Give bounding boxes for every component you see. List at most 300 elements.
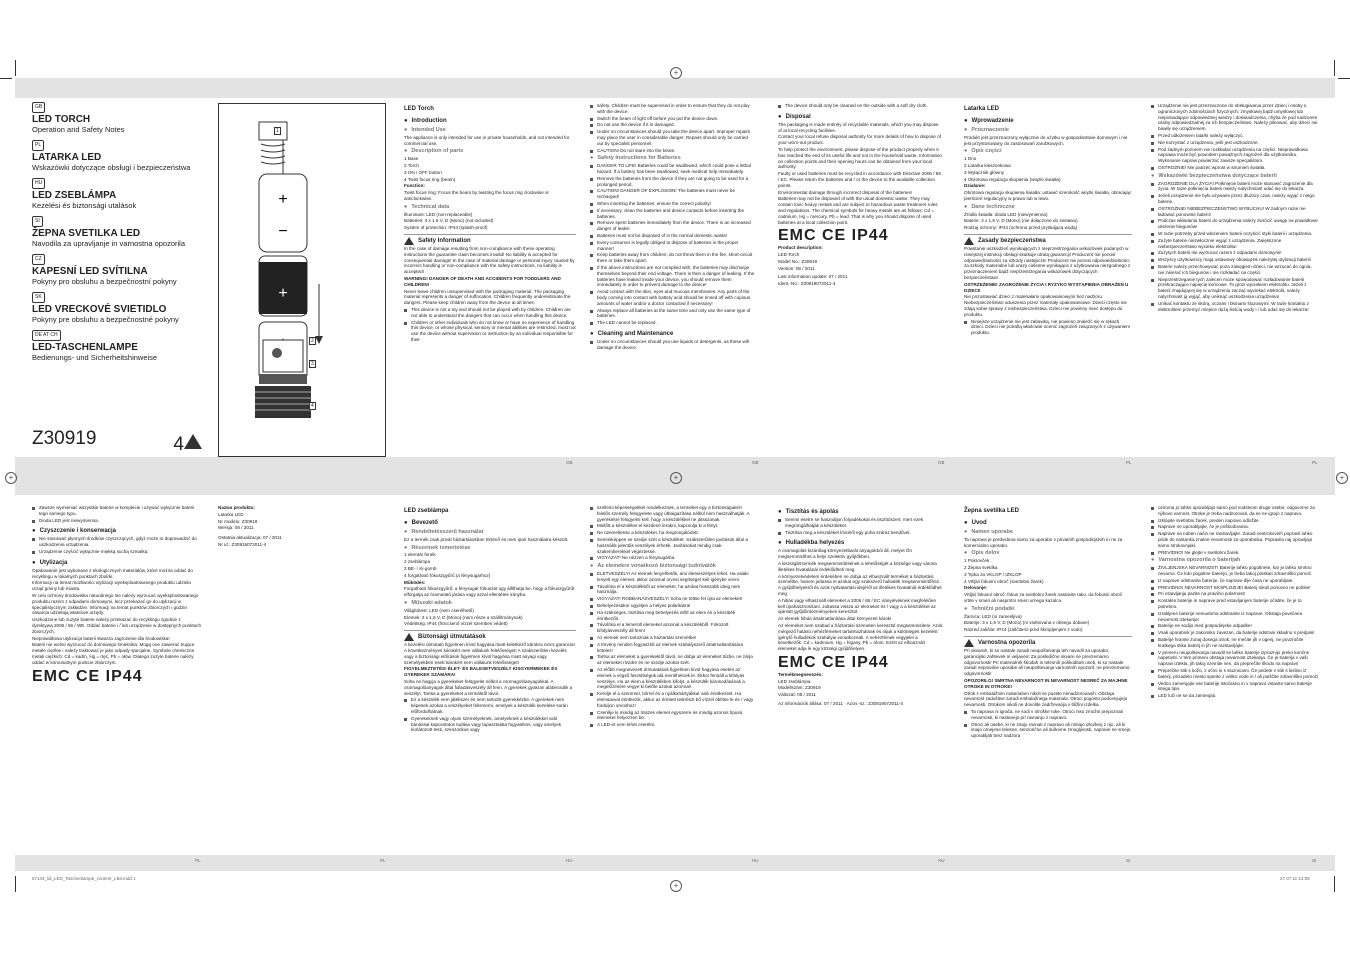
cover-title-block xyxy=(32,254,207,286)
si-teh-heading: ● Tehnični podatki xyxy=(964,607,1132,613)
part-item: 2 Žepna svetilka xyxy=(964,564,998,570)
list-item: Under no circumstances should you take the device apart. Improper repairs may place the user in considerable danger. Repairs should only be carried out by specialist personnel. xyxy=(590,129,755,146)
svg-text:−: − xyxy=(278,223,288,240)
disposal-item: Az elemek hibás ártalmatlanítása által környezeti károk! xyxy=(778,616,892,622)
disposal-item: Contact your local refuse disposal authority for more details of how to dispose of your worn-out product. xyxy=(778,134,941,146)
pl-top-column-1 xyxy=(964,102,1132,454)
list-item: Távolítsa el a készülékből az elemeket, ha azokat hosszabb ideig nem használja. xyxy=(590,584,755,596)
footer-lang: GB xyxy=(938,460,945,465)
list-item: The LED cannot be replaced. xyxy=(590,320,755,326)
list-item: ŽIVLJENJSKA NEVARNOST! Baterije lahko pogoltnete, kar je lahko smrtno nevarno. Če kdo pogoltne baterijo, je treba takoj poiskati zdravniško pomoč. xyxy=(1151,565,1319,577)
product-item: Latarka LED xyxy=(218,511,244,517)
product-item: LED Torch xyxy=(778,251,800,257)
tech-item: Baterije: 3 x 1,5 V, D (Mono) (ni vsebovana v obsegu dobave) xyxy=(964,620,1090,626)
cover-title-block xyxy=(32,178,207,210)
info-item: Nr id.: Z30919072011-4 xyxy=(218,541,267,547)
disposal-item: Az elemeket nem szabad a háztartási szemeten keresztül megsemmisíteni. Azok mérgező hatású nehézfémeket tartalmazhatnak és rájuk a különleges kezelést igénylő hulladékok szabályai vonatkoznak. A nehézfémek vegyjelei a következők: Cd = kadmium, Hg = higany, Pb = ólom. Ezért az elhasznált elemeket adja le egy községi gyűjtőhelyen. xyxy=(778,622,943,652)
hu-column-1 xyxy=(404,504,576,849)
disposal-item: A kiszolgált termék megsemmisítésének a lehetőségét a községe vagy városa illetékes hivatalánál érdeklődheti meg. xyxy=(778,560,937,572)
list-item: Remove the batteries from the device if they are not going to be used for a prolonged period. xyxy=(590,176,755,188)
footer-lang: HU xyxy=(938,858,945,863)
hu-hulladek-list xyxy=(778,548,943,652)
footer-lang: PL xyxy=(1126,460,1132,465)
pl-bullet: Niniejsze urządzenie nie jest zabawką, nie powinno znaleźć się w rękach dzieci. Dzieci nie potrafią właściwie ocenić zagrożeń związanych z używaniem produktu. xyxy=(964,319,1132,336)
list-item: Zawsze wymieniać wszystkie baterie w komplecie i używać wyłącznie baterii tego samego typu. xyxy=(32,505,202,517)
cover-title-block xyxy=(32,292,207,324)
list-item: Keep batteries away from children; do not throw them in the fire, short-circuit them or take them apart. xyxy=(590,252,755,264)
si-title: Žepna svetilka LED xyxy=(964,508,1020,514)
footer-lang: GB xyxy=(752,460,759,465)
hu-battery-heading: ● Az elemekre vonatkozó biztonsági tudnivalók xyxy=(590,564,755,570)
crop-mark xyxy=(15,876,16,892)
part-item: 3 ON / OFF button xyxy=(404,169,442,175)
hu-tisztitas-heading: ● Tisztítás és ápolás xyxy=(778,508,943,516)
cover-title-list xyxy=(32,102,207,362)
list-item: Cserélje ki mindig az összes elemet egyszerre és mindig azonos típusú elemeket helyezzen be. xyxy=(590,710,755,722)
pl-utylizacja-heading: ● Utylizacja xyxy=(32,559,202,567)
list-item: Kerülje el a szemmel, bőrrel és a nyálkahártyákkal való érintkezést. Ha elemsavval érintkezik, akkor az érintett testrészt bő vízzel öblítse le és / vagy forduljon orvoshoz! xyxy=(590,691,755,708)
registration-mark: + xyxy=(670,472,682,484)
list-item: LED luči ne se da zamenjati. xyxy=(1151,693,1319,699)
list-item: A törvény minden fogyasztót az elemek szabályszerű ártalmatlanítására kötelez! xyxy=(590,642,755,654)
list-item: OSTROŻNIE! Nie patrzeć wprost w strumień światła. xyxy=(1151,165,1319,171)
pl-przeznaczenie-heading: ● Przeznaczenie xyxy=(964,128,1132,134)
gb-product-heading: Product description: xyxy=(778,245,823,251)
language-badge: PL xyxy=(32,140,44,151)
list-item: Otroci ali osebe, ki ne znajo ravnati z napravo ali nimajo izkušenj z njo, ali ki imajo omejene telesne, senzorične ali duševne zmogljivosti, naprave ne smejo uporabljati brez nadzora xyxy=(964,722,1132,739)
list-item: Nie stosować płynnych środków czyszczących, gdyż może to doprowadzić do uszkodzenia urządzenia. xyxy=(32,536,202,548)
cover-title: LED TORCH xyxy=(32,114,91,125)
footer-lang: GB xyxy=(566,460,573,465)
info-item: Ostatnia aktualizacja: 07 / 2011 xyxy=(218,535,282,541)
si-parts-heading: ● Opis delov xyxy=(964,551,1132,557)
cover-title: LED ZSEBLÁMPA xyxy=(32,190,117,201)
cover-subtitle: Navodila za upravljanje in varnostna opozorila xyxy=(32,239,186,248)
list-item: Baterije ne sodijo med gospodinjske odpadke! xyxy=(1151,623,1319,629)
hu-parts-list xyxy=(404,552,576,578)
list-item: A LED-et nem lehet cserélni. xyxy=(590,722,755,728)
pl-dane-heading: ● Dane techniczne xyxy=(964,205,1132,211)
gb-intended-text: The appliance is only intended for use in private households, and not intended for commercial use. xyxy=(404,134,570,146)
disposal-item: Informacji na temat możliwości utylizacji wyeksploatowanego produktu udziela urząd gminy lub miasta. xyxy=(32,580,191,592)
gb-warning-title: WARNING! DANGER OF DEATH AND ACCIDENTS FOR TODDLERS AND CHILDREN! xyxy=(404,275,561,287)
cover-subtitle: Pokyny pro obsluhu a bezpečnostní pokyny xyxy=(32,277,177,286)
gb-intended-heading: ● Intended Use xyxy=(404,128,576,134)
disposal-item: A hibás vagy elhasznált elemeket a 2006 / 66 / EC irányelveknek megfelelően kell újrahasznosítani. Juttassa vissza az elemeket és / vagy a a készüléket az ajánlott gyűjtőintézményeken keresztül. xyxy=(778,597,937,615)
si-bullet-list xyxy=(964,709,1132,739)
language-badge: SK xyxy=(32,292,45,303)
tech-item: Világítótest: LED (nem cserélhető) xyxy=(404,607,474,613)
list-item: Avoid contact with the skin, eyes and mucous membranes. Any parts of the body coming into contact with battery acid should be rinsed off with copious amounts of water and/or a doctor contacted if necessary! xyxy=(590,289,755,306)
registration-mark: + xyxy=(670,67,682,79)
cover-subtitle: Wskazówki dotyczące obsługi i bezpieczeństwa xyxy=(32,163,191,172)
gb-safety-text: In the case of damage resulting from non-compliance with these operating instructions the guarantee claim becomes invalid! No liability is accepted for consequential damage! In the case of material damage or personal injury caused by incorrect handling or non-compliance with the safety instructions, no liability is accepted! xyxy=(404,245,575,275)
crop-mark xyxy=(1338,78,1350,79)
si-safety-text: Pri okvarah, ki so nastale zaradi neupoštevanja teh navodil za uporabo, garancijski zahtevek ni veljaven! Za posledične okvare ne prevzemamo odgovornosti! Pri materialnih škodah in telesnih poškodbah oseb, ki so nastale zaradi nepravilne uporabe ali neupoštevanja varnostnih opozoril, ne prevzemamo odgovornosti! xyxy=(964,647,1130,677)
tech-item: Illuminant: LED (non-replaceable) xyxy=(404,211,473,217)
si-teh-list xyxy=(964,614,1132,633)
pl-dzialanie-heading: Działanie: xyxy=(964,183,986,189)
product-item: Nr modelu: Z30919 xyxy=(218,518,258,524)
crop-mark xyxy=(0,78,12,79)
si-delovanje-heading: Delovanje: xyxy=(964,585,988,591)
list-item: Izrabljene baterije nemudoma odstranite iz naprave. Obstaja povečana nevarnost iztekanja! xyxy=(1151,611,1319,623)
list-item: Nieprzestrzeganie tych zaleceń może spowodować rozładowanie baterii przekraczające napięcie końcowe. To grozi wyciekiem elektrolitu. Jeżeli z baterii znajdującej się w urządzeniu zacząć wyciekać elektrolit, należy natychmiast ją wyjąć, aby uniknąć uszkodzenia urządzenia! xyxy=(1151,277,1319,300)
tech-item: Žarnica: LED (ni zamenljiva) xyxy=(964,613,1022,619)
gb-disposal-heading: ● Disposal xyxy=(778,113,943,121)
cover-title-block xyxy=(32,102,207,134)
callout-3: 3 xyxy=(311,361,314,367)
list-item: safety. Children must be supervised in order to ensure that they do not play with the device. xyxy=(590,103,755,115)
gb-title: LED Torch xyxy=(404,106,434,112)
si-warning-text: Otrok z embalažnim materialom nikoli ne pustite nenadzorovanih. Obstaja nevarnost zadušitve zaradi embalažnega materiala. Otroci pogosto podcenjujejo nevarnosti. Otrokom nikoli ne dovolite zadrževanja v bližini izdelka. xyxy=(964,690,1128,708)
disposal-item: Batteries may not be disposed of with the usual domestic waste. They may contain toxic heavy metals and are subject to hazardous waste treatment rules and regulations. The chemical symbols for heavy metals are as follows: Cd = cadmium, Hg = mercury, Pb = lead. That is why you should dispose of used batteries at a local collection point. xyxy=(778,196,938,225)
warning-icon xyxy=(964,237,974,245)
disposal-item: Faulty or used batteries must be recycled in accordance with Directive 2006 / 66 / EC. Please return the batteries and / or the device to the available collection points. xyxy=(778,171,941,188)
registration-mark: + xyxy=(1336,472,1348,484)
si-safety-heading: Varnostna opozorila xyxy=(964,636,1132,647)
cover-title: LED-TASCHENLAMPE xyxy=(32,342,138,353)
list-item: Jeżeli urządzenie nie było używane przez dłuższy czas, należy wyjąć z niego baterie. xyxy=(1151,193,1319,205)
pl-emc-logo: EMC CE IP44 xyxy=(32,667,143,685)
cover-title: LATARKA LED xyxy=(32,152,102,163)
product-item: Model No.: Z30919 xyxy=(778,258,818,264)
page-number: 4 xyxy=(173,434,202,449)
top-band xyxy=(15,78,1335,98)
gb-column-2 xyxy=(590,102,755,454)
hu-rendeltetes-text: Ez a termék csak privát háztartásokban történő és nem ipari használatra készült. xyxy=(404,536,569,542)
crop-mark xyxy=(1334,876,1335,892)
hu-tisztitas-list xyxy=(778,517,943,535)
hu-mukodes-text: Forgatható fókuszgyűrű: a fénysugár fókuszát úgy állíthatja be, hogy a fókuszgyűrűt elforgatja az óramutató járása vagy azzal ellentétes irányba. xyxy=(404,586,575,598)
hu-term-heading: Termékmegnevezés: xyxy=(778,671,823,677)
product-item: Version: 08 / 2011 xyxy=(778,265,815,271)
part-item: 4 Twist focus ring (beam) xyxy=(404,176,456,182)
pl-top-column-2 xyxy=(1151,102,1319,454)
footer-lang: PL xyxy=(380,858,386,863)
footer-lang: PL xyxy=(1312,460,1318,465)
crop-mark xyxy=(15,60,16,76)
footer-lang: HU xyxy=(566,858,573,863)
cover-model-row xyxy=(32,428,202,455)
gb-intro-heading: ● Introduction xyxy=(404,117,576,125)
gb-parts-heading: ● Description of parts xyxy=(404,149,576,155)
list-item: Remove spent batteries immediately from the device. There is an increased danger of leaks! xyxy=(590,220,755,232)
pl-zasady-text: Powstanie uszkodzeń wynikających z nieprzestrzegania wskazówek podanych w niniejszej instrukcji obsługi skutkuje utratą gwarancji! Producent nie ponosi odpowiedzialności za szkody następcze! Producent nie ponosi odpowiedzialności za szkody materialne lub urazy cielesne wynikające z użytkowania niezgodnego z przeznaczeniem bądź nieprzestrzegania wskazówek dotyczących bezpieczeństwa! xyxy=(964,245,1131,280)
part-item: 4 forgatható fókuszgyűrű (a fénysugárhoz) xyxy=(404,572,491,578)
part-item: 2 Torch xyxy=(404,162,419,168)
si-col2-list xyxy=(1151,505,1319,555)
tech-item: Batteries: 3 x 1.5 V, D (Mono) (not included) xyxy=(404,218,494,224)
file-slug: 67143_lid_LED_Taschenlampe_content_LB4.indd 1 xyxy=(32,876,136,881)
gb-disposal-list xyxy=(778,122,943,226)
gb-battery-heading: ● Safety Instructions for Batteries xyxy=(590,156,755,162)
pl-aktualizacja-list xyxy=(218,535,388,548)
list-item: Baterie należy przechowywać poza zasięgiem dzieci, nie wrzucać do ognia, nie zwierać ich biegunów i nie rozkładać na części. xyxy=(1151,264,1319,276)
list-item: VIGYÁZAT! ROBBANÁSVESZÉLY! Soha ne töltse fel újra az elemeket! xyxy=(590,596,755,602)
cover-subtitle: Bedienungs- und Sicherheitshinweise xyxy=(32,353,158,362)
list-item: Semmiképpen se szedje szét a készüléket. Szakszerűtlen javítások által a használót jelentős veszélyek érhetik. Javításokat mindig csak szakemberekkel végeztesse. xyxy=(590,537,755,554)
hu-safety-heading: Biztonsági útmutatások xyxy=(404,630,576,641)
list-item: Naprave na noben način ne razstavljajte. Zaradi nestrokovnih popravil lahko pride do nastanka znatne nevarnosti za uporabnika. Popravila naj opravljajo samo strokovnjaki. xyxy=(1151,531,1319,548)
list-item: Baterije hranite zunaj dosega otrok, ne mečite jih v ogenj, ne povzročite kratkega stika baterij in jih ne razstavljajte. xyxy=(1151,637,1319,649)
pl-bottom-column-2 xyxy=(218,504,388,849)
hu-bullet-list xyxy=(404,697,576,733)
cover-title-block xyxy=(32,330,207,362)
si-battery-list xyxy=(1151,565,1319,699)
tech-item: Védettség: IP44 (fröccsenő vízzel szemben védett) xyxy=(404,621,508,627)
list-item: oziroma jo lahko uporabljajo samo pod vodstvom druge osebe, odgovorne za njihovo varnost. Otroke je treba nadzorovati, da se ne igrajo z napravo. xyxy=(1151,505,1319,517)
list-item: Unikać kontaktu ze skórą, oczami i błonami śluzowymi. W razie kontaktu z elektrolitem przemyć miejsce dużą ilością wody i / lub udać się do lekarza! xyxy=(1151,301,1319,313)
si-warning-title: OPOZORILO! SMRTNA NEVARNOST IN NEVARNOST NESREČ ZA MAJHNE OTROKE IN OTROKE! xyxy=(964,677,1128,689)
pl-cleaning-list xyxy=(32,536,202,554)
list-item: Tisztítsa meg a készüléket kívülről egy puha száraz kendővel. xyxy=(778,530,943,536)
list-item: W razie potrzeby przed włożeniem baterii oczyścić styki baterii i urządzenia. xyxy=(1151,231,1319,237)
part-item: 3 Tipka za VKLOP / IZKLOP xyxy=(964,571,1022,577)
hu-column-3 xyxy=(778,504,943,849)
list-item: Vedno zamenjajte vse baterije istočasno in v napravo vstavite samo baterije istega tipa. xyxy=(1151,681,1319,693)
list-item: Podczas wkładania baterii do urządzenia należy zwrócić uwagę na prawidłowe ułożenie biegunów! xyxy=(1151,218,1319,230)
bottom-band xyxy=(15,855,1335,871)
list-item: Ha szükséges, tisztítsa meg behelyezés előtt az elem és a készülék érintkezőit. xyxy=(590,610,755,622)
cover-subtitle: Pokyny pre obsluhu a bezpečnostné pokyny xyxy=(32,315,179,324)
language-badge: SI xyxy=(32,216,43,227)
list-item: Dioda LED jest niewymienna. xyxy=(32,518,202,524)
list-item: Nie korzystać z urządzenia, jeśli jest uszkodzone. xyxy=(1151,140,1319,146)
list-item: Az elemek nem tartoznak a háztartási szemétbe! xyxy=(590,635,755,641)
gb-safety-heading: Safety Information xyxy=(404,234,576,245)
part-item: 4 Obrotowa regulacja skupienia (wiązki światła) xyxy=(964,176,1061,182)
pl-nazwa-list xyxy=(218,512,388,531)
gb-cleaning-heading: ● Cleaning and Maintenance xyxy=(590,330,755,338)
list-item: CAUTION! Do not stare into the beam. xyxy=(590,148,755,154)
gb-tech-heading: ● Technical data xyxy=(404,205,576,211)
hu-rendeltetes-heading: ● Rendeltetésszerű használat xyxy=(404,530,576,536)
disposal-item: Opakowanie jest wykonane z ekologicznych materiałów, które można oddać do recyklingu w lokalnych punktach zbiórki. xyxy=(32,567,193,579)
list-item: CAUTION! DANGER OF EXPLOSION! The batteries must never be recharged! xyxy=(590,188,755,200)
gb-tech-list xyxy=(404,212,576,231)
si-intro-heading: ● Uvod xyxy=(964,519,1132,527)
cover-title-block xyxy=(32,216,207,248)
list-item: When inserting the batteries, ensure the correct polarity! xyxy=(590,201,755,207)
list-item: Children or other individuals who do not know or have no experience of handling this device, or whose physical, sensory or mental abilities are restricted, must not use the device without supervision or instruction by an individual responsible for their xyxy=(404,320,576,343)
gb-bullet-list xyxy=(404,307,576,343)
list-item: szellemi képességekkel rendelkeznek, a terméket egy a biztonságukért felelős személy felügyelete vagy útbaigazítása nélkül nem használhatják. A gyerekekre felügyelni kell, hogy a készülékkel ne játsszanak. xyxy=(590,505,755,522)
part-item: 1 Dno xyxy=(964,156,977,162)
hu-mukodes-heading: Működés: xyxy=(404,579,426,585)
model-number: Z30919 xyxy=(32,428,97,449)
pl-bottom-column-1 xyxy=(32,504,202,849)
tech-item: Źródło światła: dioda LED (niewymienna) xyxy=(964,211,1048,217)
part-item: 2 zseblámpa xyxy=(404,559,431,565)
list-item: If necessary, clean the batteries and device contacts before inserting the batteries. xyxy=(590,208,755,220)
list-item: Zużyte baterie niezwłocznie wyjąć z urządzenia. Zwiększone niebezpieczeństwo wycieku elektrolitu! xyxy=(1151,238,1319,250)
hu-hulladek-heading: ● Hulladékba helyezés xyxy=(778,539,943,547)
callout-2: 2 xyxy=(311,338,314,344)
list-item: Pri vstavljanju pazite na pravilno polarnost! xyxy=(1151,591,1319,597)
cover-title: KAPESNÍ LED SVÍTILNA xyxy=(32,266,148,277)
list-item: Preprečite stik s kožo, z očmi in s sluznicami. Če pridete v stik s kislino iz baterij, prizadeto mesto sperite z veliko vode in / ali poiščite zdravniško pomoč! xyxy=(1151,668,1319,680)
hu-emc-logo: EMC CE IP44 xyxy=(778,653,889,671)
gb-cleaning-text-2: The device should only be cleaned on the outside with a soft dry cloth. xyxy=(778,103,943,109)
pl-zasady-heading: Zasady bezpieczeństwa xyxy=(964,234,1132,245)
gb-function-heading: Function: xyxy=(404,183,425,189)
pl-intro-heading: ● Wprowadzenie xyxy=(964,117,1132,125)
info-item: Ident.-No.: Z30919072011-4 xyxy=(778,281,836,287)
gb-parts-list xyxy=(404,156,576,182)
hu-column-2 xyxy=(590,504,755,849)
pl-continued-list xyxy=(32,505,202,523)
pl-warning-title: OSTRZEŻENIE! ZAGROŻENIE ŻYCIA I RYZYKO WYSTĄPIENIA OBRAŻEŃ U DZIECI! xyxy=(964,281,1129,293)
si-battery-heading: ● Varnostna opozorila o baterijah xyxy=(1151,558,1319,564)
disposal-item: A környezetvédelem érdekében ne dobja az elhasznált terméket a háztartási szemétbe, hanem juttassa el azokat egy szakszerű hulladék megsemmisítőhöz. A gyűjtőhelyekről és azok nyitvatartási idejéről az illetékes hivatalnál érdeklődhet meg. xyxy=(778,573,942,596)
hu-safety-text: A kezelési útmutató figyelmen kívül hagyása miatt keletkező károkra nincs garancia! A következményes károkért nem vállalunk felelősséget! A szakszerűtlen kezelés vagy a biztonsági előírások figyelmen kívül hagyása miatt anyagi vagy személyekben esett károkért nem vállalunk felelősséget! xyxy=(404,642,575,665)
product-item: Wersja: 08 / 2011 xyxy=(218,525,254,531)
pl-utylizacja-list xyxy=(32,568,202,666)
list-item: If the above instructions are not complied with, the batteries may discharge themselves beyond their end voltage. There is then a danger of leaking. If the batteries have leaked inside your device, you should remove them immediately in order to prevent damage to the device! xyxy=(590,265,755,288)
disposal-item: Baterii nie wolno wyrzucać do domowego śmietnika. Mogą one zawierać trujące metale ciężkie i należy traktować je jako odpady specjalne. Symbole chemiczne metali ciężkich: Cd = kadm, Hg = rtęć, Pb = ołów. Dlatego zużyte baterie należy oddać w komunalnym punkcie zbiorczym. xyxy=(32,642,195,665)
part-item: 2 Latarka kieszonkowa xyxy=(964,162,1011,168)
list-item: Mielőtt a készüléket el kezdené lerakni, kapcsolja ki a fényt. xyxy=(590,523,755,529)
disposal-item: Environmental damage through incorrect disposal of the batteries! xyxy=(778,189,913,195)
gb-emc-logo: EMC CE IP44 xyxy=(778,227,889,245)
tech-item: System of protection: IP44 (splash-proof) xyxy=(404,225,488,231)
warning-icon xyxy=(404,633,414,641)
hu-adat-list xyxy=(404,608,576,627)
list-item: Tartsa az elemeket a gyerekektől távol, ne dobja az elemeket tűzbe, ne zárja az elemeket rövidre és ne szedje azokat szét. xyxy=(590,654,755,666)
disposal-item: To help protect the environment, please dispose of the product properly when it has reached the end of its useful life and not in the household waste. Information on collection points and their opening hours can be obtained from your local authority. xyxy=(778,146,942,170)
list-item: OSTROŻNIE! NIEBEZPIECZEŃSTWO WYBUCHU! W żadnym razie nie ładować ponownie baterii! xyxy=(1151,206,1319,218)
list-item: Wszyscy użytkownicy mają ustawowy obowiązek należytej utylizacji baterii! xyxy=(1151,257,1319,263)
pl-title: Latarka LED xyxy=(964,106,1000,112)
part-item: 1 elemtár fenék xyxy=(404,552,436,558)
gb-product-list xyxy=(778,252,943,271)
pl-battery-heading: ● Wskazówki bezpieczeństwa dotyczące baterii xyxy=(1151,174,1319,180)
si-namen-heading: ● Namen uporabe xyxy=(964,530,1132,536)
language-badge: GB xyxy=(32,102,45,113)
list-item: VIGYÁZAT! Ne nézzen a fénysugárba. xyxy=(590,555,755,561)
product-item: Változat: 08 / 2011 xyxy=(778,692,816,698)
tech-item: Elemek: 3 x 1,5 V, D (Mono) (nem része a szállítmánynak) xyxy=(404,614,523,620)
cover-column xyxy=(32,102,207,457)
list-item: V primeru neupoštevanja navodil se lahko baterije izpraznijo preko končne napetosti. V tem primeru obstaja nevarnost iztekanja. Če je baterija v vaši napravi iztekla, jih takoj vzemite ven, da preprečite škodo na napravi! xyxy=(1151,650,1319,667)
svg-text:+: + xyxy=(278,191,288,208)
warning-icon xyxy=(964,639,974,647)
pl-dzialanie-text: Obrotowa regulacja skupienia światła: ustawić szerokość wiązki światła, obracając pierścień regulacyjny w prawo lub w lewo. xyxy=(964,190,1132,201)
hu-warning-title: FIGYELMEZTETÉS! ÉLET- ÉS BALESETVESZÉLY KISGYERMEKEK ÉS GYEREKEK SZÁMÁRA! xyxy=(404,666,558,678)
hu-battery-list xyxy=(590,571,755,728)
part-item: 3 Wyłącznik główny xyxy=(964,169,1005,175)
list-item: Ta naprava ni igrača, ne sodi v otroške roke. Otroci niso zmožni prepoznati nevarnosti, ki nastanejo pri ravnanju z napravo. xyxy=(964,709,1132,721)
disposal-item: The packaging is made entirely of recyclable materials, which you may dispose of at local recycling facilities. xyxy=(778,121,939,133)
pl-col2-list xyxy=(1151,103,1319,171)
list-item: PREVIDNO! Ne glejte v svetlobni žarek. xyxy=(1151,550,1319,556)
pl-warning-text: Nie pozostawiać dzieci z materiałami opakowaniowymi bez nadzoru. Niebezpieczeństwo uduszenia przez materiały opakowaniowe. Dzieci często nie zdają sobie sprawy z niebezpieczeństwa. Dzieci nie powinny mieć dostępu do produktu. xyxy=(964,294,1127,317)
list-item: Pod żadnym pozorem nie rozkładać urządzenia na części. Nieprawidłowa naprawa może być powodem poważnych zagrożeń dla użytkownika. Wykonanie napraw powierzać zawsze specjalistom. xyxy=(1151,147,1319,164)
svg-text:+: + xyxy=(278,285,288,302)
list-item: Semmi esetre se használjon folyadékokat és tisztítószert, mert ezek megrongálhatják a készüléket. xyxy=(778,517,943,529)
pl-parts-list xyxy=(964,156,1132,182)
disposal-item: A csomagolás kizárólag környezetbarát anyagokból áll, melyet Ön megsemmisíthet a helyi szelektív gyűjtőkben. xyxy=(778,548,913,560)
footer-lang: SI xyxy=(1312,858,1317,863)
print-date: 27.07.11 14:08 xyxy=(1280,876,1310,881)
list-item: Távolítsa el a lemerült elemeket azonnal a készülékből. Fokozott kifolyásveszély áll fenn! xyxy=(590,622,755,634)
product-item: Modellszám: Z30919 xyxy=(778,685,821,691)
tech-item: Baterie: 3 x 1,5 V, D (Mono) (nie dołączone do zestawu) xyxy=(964,218,1078,224)
torch-figure xyxy=(218,103,386,457)
info-item: Last information update: 07 / 2011 xyxy=(778,274,848,280)
si-parts-list xyxy=(964,558,1132,584)
hu-parts-heading: ● Részeinek ismertetése xyxy=(404,546,576,552)
gb-col2-list xyxy=(590,103,755,153)
gb-function-text: Twist focus ring: Focus the beam by twisting the focus ring clockwise or anticlockwise. xyxy=(404,190,550,201)
language-badge: HU xyxy=(32,178,45,189)
disposal-item: W celu ochrony środowiska naturalnego nie należy wyrzucać wyeksploatowanego produktu razem z odpadami domowymi, lecz przekazać go do utylizacji w specjalistycznym zakładzie. Informacji na temat punktów zbiorczych i godzin otwarcia udzielają właściwe urzędy. xyxy=(32,592,199,616)
crop-mark xyxy=(1334,60,1335,76)
list-item: Do not use the device if it is damaged. xyxy=(590,122,755,128)
part-item: 1 Base xyxy=(404,156,419,162)
gb-cleaning-text: Under no circumstances should you use liquids or detergents, as these will damage the device. xyxy=(590,339,755,351)
part-item: 1 Pokrovček xyxy=(964,558,990,564)
cover-title: ŽEPNA SVETILKA LED xyxy=(32,228,141,239)
list-item: Iz naprave odstranite baterije, če naprave dlje časa ne uporabljate. xyxy=(1151,578,1319,584)
list-item: Przed odłożeniem latarki należy wyłączyć. xyxy=(1151,133,1319,139)
hu-adat-heading: ● Műszaki adatok xyxy=(404,601,576,607)
list-item: Vsak uporabnik je zakonsko zavezan, da baterije odstrani skladno s predpisi! xyxy=(1151,630,1319,636)
callout-4: 4 xyxy=(311,403,314,409)
list-item: Izklopite svetlobni žarek, preden napravo odložite. xyxy=(1151,518,1319,524)
pl-dane-list xyxy=(964,212,1132,231)
si-column-1 xyxy=(964,504,1132,849)
language-badge: DE AT CH xyxy=(32,330,61,341)
list-item: PREVIDNO! NEVARNOST EKSPLOZIJE! Baterij nikoli ponovno ne polnite! xyxy=(1151,585,1319,591)
disposal-item: Uszkodzone lub zużyte baterie należy przekazać do recyklingu zgodnie z dyrektywą 2006 / 66 / WE. Oddać baterie i / lub urządzenie w dostępnych punktach zbiorczych. xyxy=(32,617,202,634)
hu-allas: Az információk állása: 07 / 2011 · Azon.-sz.: Z30919072011-4 xyxy=(778,700,903,706)
product-item: LED zseblámpa xyxy=(778,678,811,684)
cover-title-block xyxy=(32,140,207,172)
list-item: Gyerekeknek vagy olyan személyeknek, amelyeknek a készülékkel való bánással kapcsolatos tudása vagy tapasztalata fogyatékos, vagy amelyek korlátozott testi, szenzorikus vagy xyxy=(404,716,576,733)
tech-item: Razred zaščite: IP44 (zaščiteno pred škropljenjem z vodo) xyxy=(964,627,1083,633)
list-item: This device is not a toy and should not be played with by children. Children are not able to understand the dangers that can occur when handling this device. xyxy=(404,307,576,319)
cover-title: LED VRECKOVÉ SVIETIDLO xyxy=(32,304,167,315)
gb-column-3 xyxy=(778,102,943,454)
pl-parts-heading: ● Opis części xyxy=(964,149,1132,155)
list-item: Zużytych baterii nie wyrzucać razem z odpadami domowymi! xyxy=(1151,250,1319,256)
disposal-item: Nieprawidłowa utylizacja baterii stwarza zagrożenie dla środowiska! xyxy=(32,635,170,641)
list-item: Behelyezésükor ügyeljen a helyes polaritásra! xyxy=(590,603,755,609)
pl-przeznaczenie-text: Produkt jest przeznaczony wyłącznie do użytku w gospodarstwie domowym i nie jest przystosowany do zastosowań zarobkowych. xyxy=(964,134,1128,146)
cover-subtitle: Kezelési és biztonsági utalások xyxy=(32,201,137,210)
si-delovanje-text: Vrtljivi fokusni obroč: fokus za svetlobni žarek nastavite tako, da fokusni obroč vrtite v smeri ali nasprotni smeri urnega kazalca. xyxy=(964,592,1123,603)
hu-col2-list xyxy=(590,505,755,561)
gb-column-1 xyxy=(404,102,576,454)
pl-cleaning-heading: ● Czyszczenie i konserwacja xyxy=(32,527,202,535)
list-item: Switch the beam of light off before you put the device down. xyxy=(590,116,755,122)
cover-subtitle: Operation and Safety Notes xyxy=(32,125,125,134)
list-item: Kontakte baterije in naprave pred vstavljanjem baterije očistite, če je to potrebno. xyxy=(1151,598,1319,610)
list-item: ÉLETVESZÉLY! Az elemek lenyelhetők, ami életveszélyes lehet. Ha valaki lenyelt egy elemet, akkor azonnal orvosi segítséget kell igénybe venni. xyxy=(590,571,755,583)
list-item: Az előbb megnevezett útmutatások figyelmen kívül hagyása esetén az elemek a végső feszültségük alá merülhetnek le. Ekkor fennáll a kifolyás veszélye. Ha az elem a készülékben kifolyt, a készülék károsodásának a megelőzésére vegye ki belőle azokat azonnal! xyxy=(590,667,755,690)
part-item: 3 BE- / Ki-gomb xyxy=(404,565,437,571)
registration-mark: + xyxy=(670,880,682,892)
hu-title: LED zseblámpa xyxy=(404,508,449,514)
list-item: ZAGROŻENIE DLA ŻYCIA! Połknięcie baterii może stanowić zagrożenie dla życia. W razie połknięcia baterii należy natychmiast udać się do lekarza. xyxy=(1151,181,1319,193)
hu-term-list xyxy=(778,679,943,698)
list-item: Naprave ne uporabljajte, če je poškodovana. xyxy=(1151,524,1319,530)
pl-nazwa-heading: Nazwa produktu: xyxy=(218,505,256,510)
torch-illustration xyxy=(219,104,385,456)
list-item: Every consumer is legally obliged to dispose of batteries in the proper manner! xyxy=(590,240,755,252)
